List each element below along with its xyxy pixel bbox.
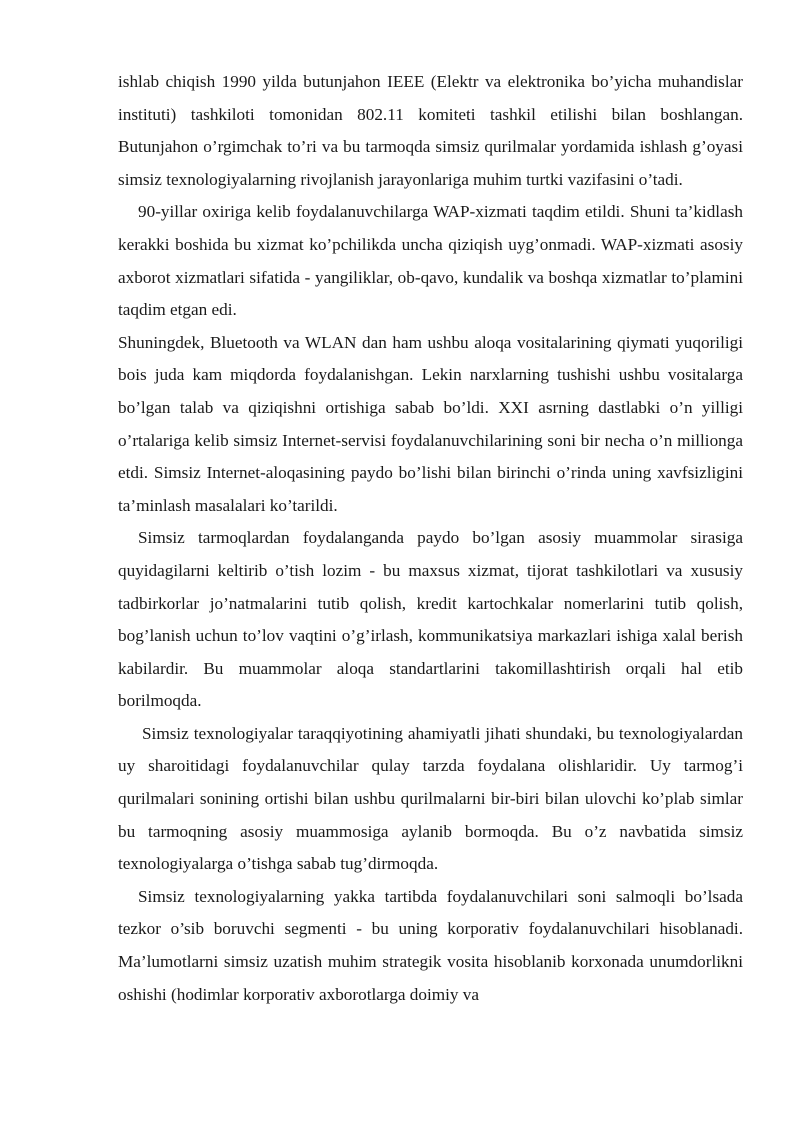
paragraph-2: 90-yillar oxiriga kelib foydalanuvchilarga WAP-xizmati taqdim etildi. Shuni ta’kidlash kerakki boshida bu xizmat ko’pchilikda uncha qiziqish uyg’onmadi. WAP-xizmati asosiy axborot xizmatlari sifatida - yangiliklar, ob-qavo, kundalik va boshqa xizmatlar to’plamini taqdim etgan edi. — [118, 202, 743, 320]
paragraph-1: ishlab chiqish 1990 yilda butunjahon IEEE (Elektr va elektronika bo’yicha muhandislar instituti) tashkiloti tomonidan 802.11 komiteti tashkil etilishi bilan boshlangan. Butunjahon o’rgimchak to’ri va bu tarmoqda simsiz qurilmalar yordamida ishlash g’oyasi simsiz texnologiyalarning rivojlanish jarayonlariga muhim turtki vazifasini o’tadi. — [118, 72, 743, 189]
paragraph-3: Shuningdek, Bluetooth va WLAN dan ham ushbu aloqa vositalarining qiymati yuqoriligi bois juda kam miqdorda foydalanishgan. Lekin narxlarning tushishi ushbu vositalarga bo’lgan talab va qiziqishni ortishiga sabab bo’ldi. XXI asrning dastlabki o’n yilligi o’rtalariga kelib simsiz Internet-servisi foydalanuvchilarining soni bir necha o’n millionga etdi. Simsiz Internet-aloqasining paydo bo’lishi bilan birinchi o’rinda uning xavfsizligini ta’minlash masalalari ko’tarildi. — [118, 332, 743, 515]
document-body — [118, 66, 743, 1011]
paragraph-6: Simsiz texnologiyalarning yakka tartibda foydalanuvchilari soni salmoqli bo’lsada tezkor o’sib boruvchi segmenti - bu uning korporativ foydalanuvchilari hisoblanadi. Ma’lumotlarni simsiz uzatish muhim strategik vosita hisoblanib korxonada unumdorlikni oshishi (hodimlar korporativ axborotlarga doimiy va — [118, 886, 743, 1004]
paragraph-5: Simsiz texnologiyalar taraqqiyotining ahamiyatli jihati shundaki, bu texnologiyalardan uy sharoitidagi foydalanuvchilar qulay tarzda foydalana olishlaridir. Uy tarmog’i qurilmalari sonining ortishi bilan ushbu qurilmalarni bir-biri bilan ulovchi ko’plab simlar bu tarmoqning asosiy muammosiga aylanib bormoqda. Bu o’z navbatida simsiz texnologiyalarga o’tishga sabab tug’dirmoqda. — [118, 723, 743, 874]
paragraph-4: Simsiz tarmoqlardan foydalanganda paydo bo’lgan asosiy muammolar sirasiga quyidagilarni keltirib o’tish lozim - bu maxsus xizmat, tijorat tashkilotlari va xususiy tadbirkorlar jo’natmalarini tutib qolish, kredit kartochkalar nomerlarini tutib qolish, bog’lanish uchun to’lov vaqtini o’g’irlash, kommunikatsiya markazlari ishiga xalal berish kabilardir. Bu muammolar aloqa standartlarini takomillashtirish orqali hal etib borilmoqda. — [118, 528, 743, 711]
